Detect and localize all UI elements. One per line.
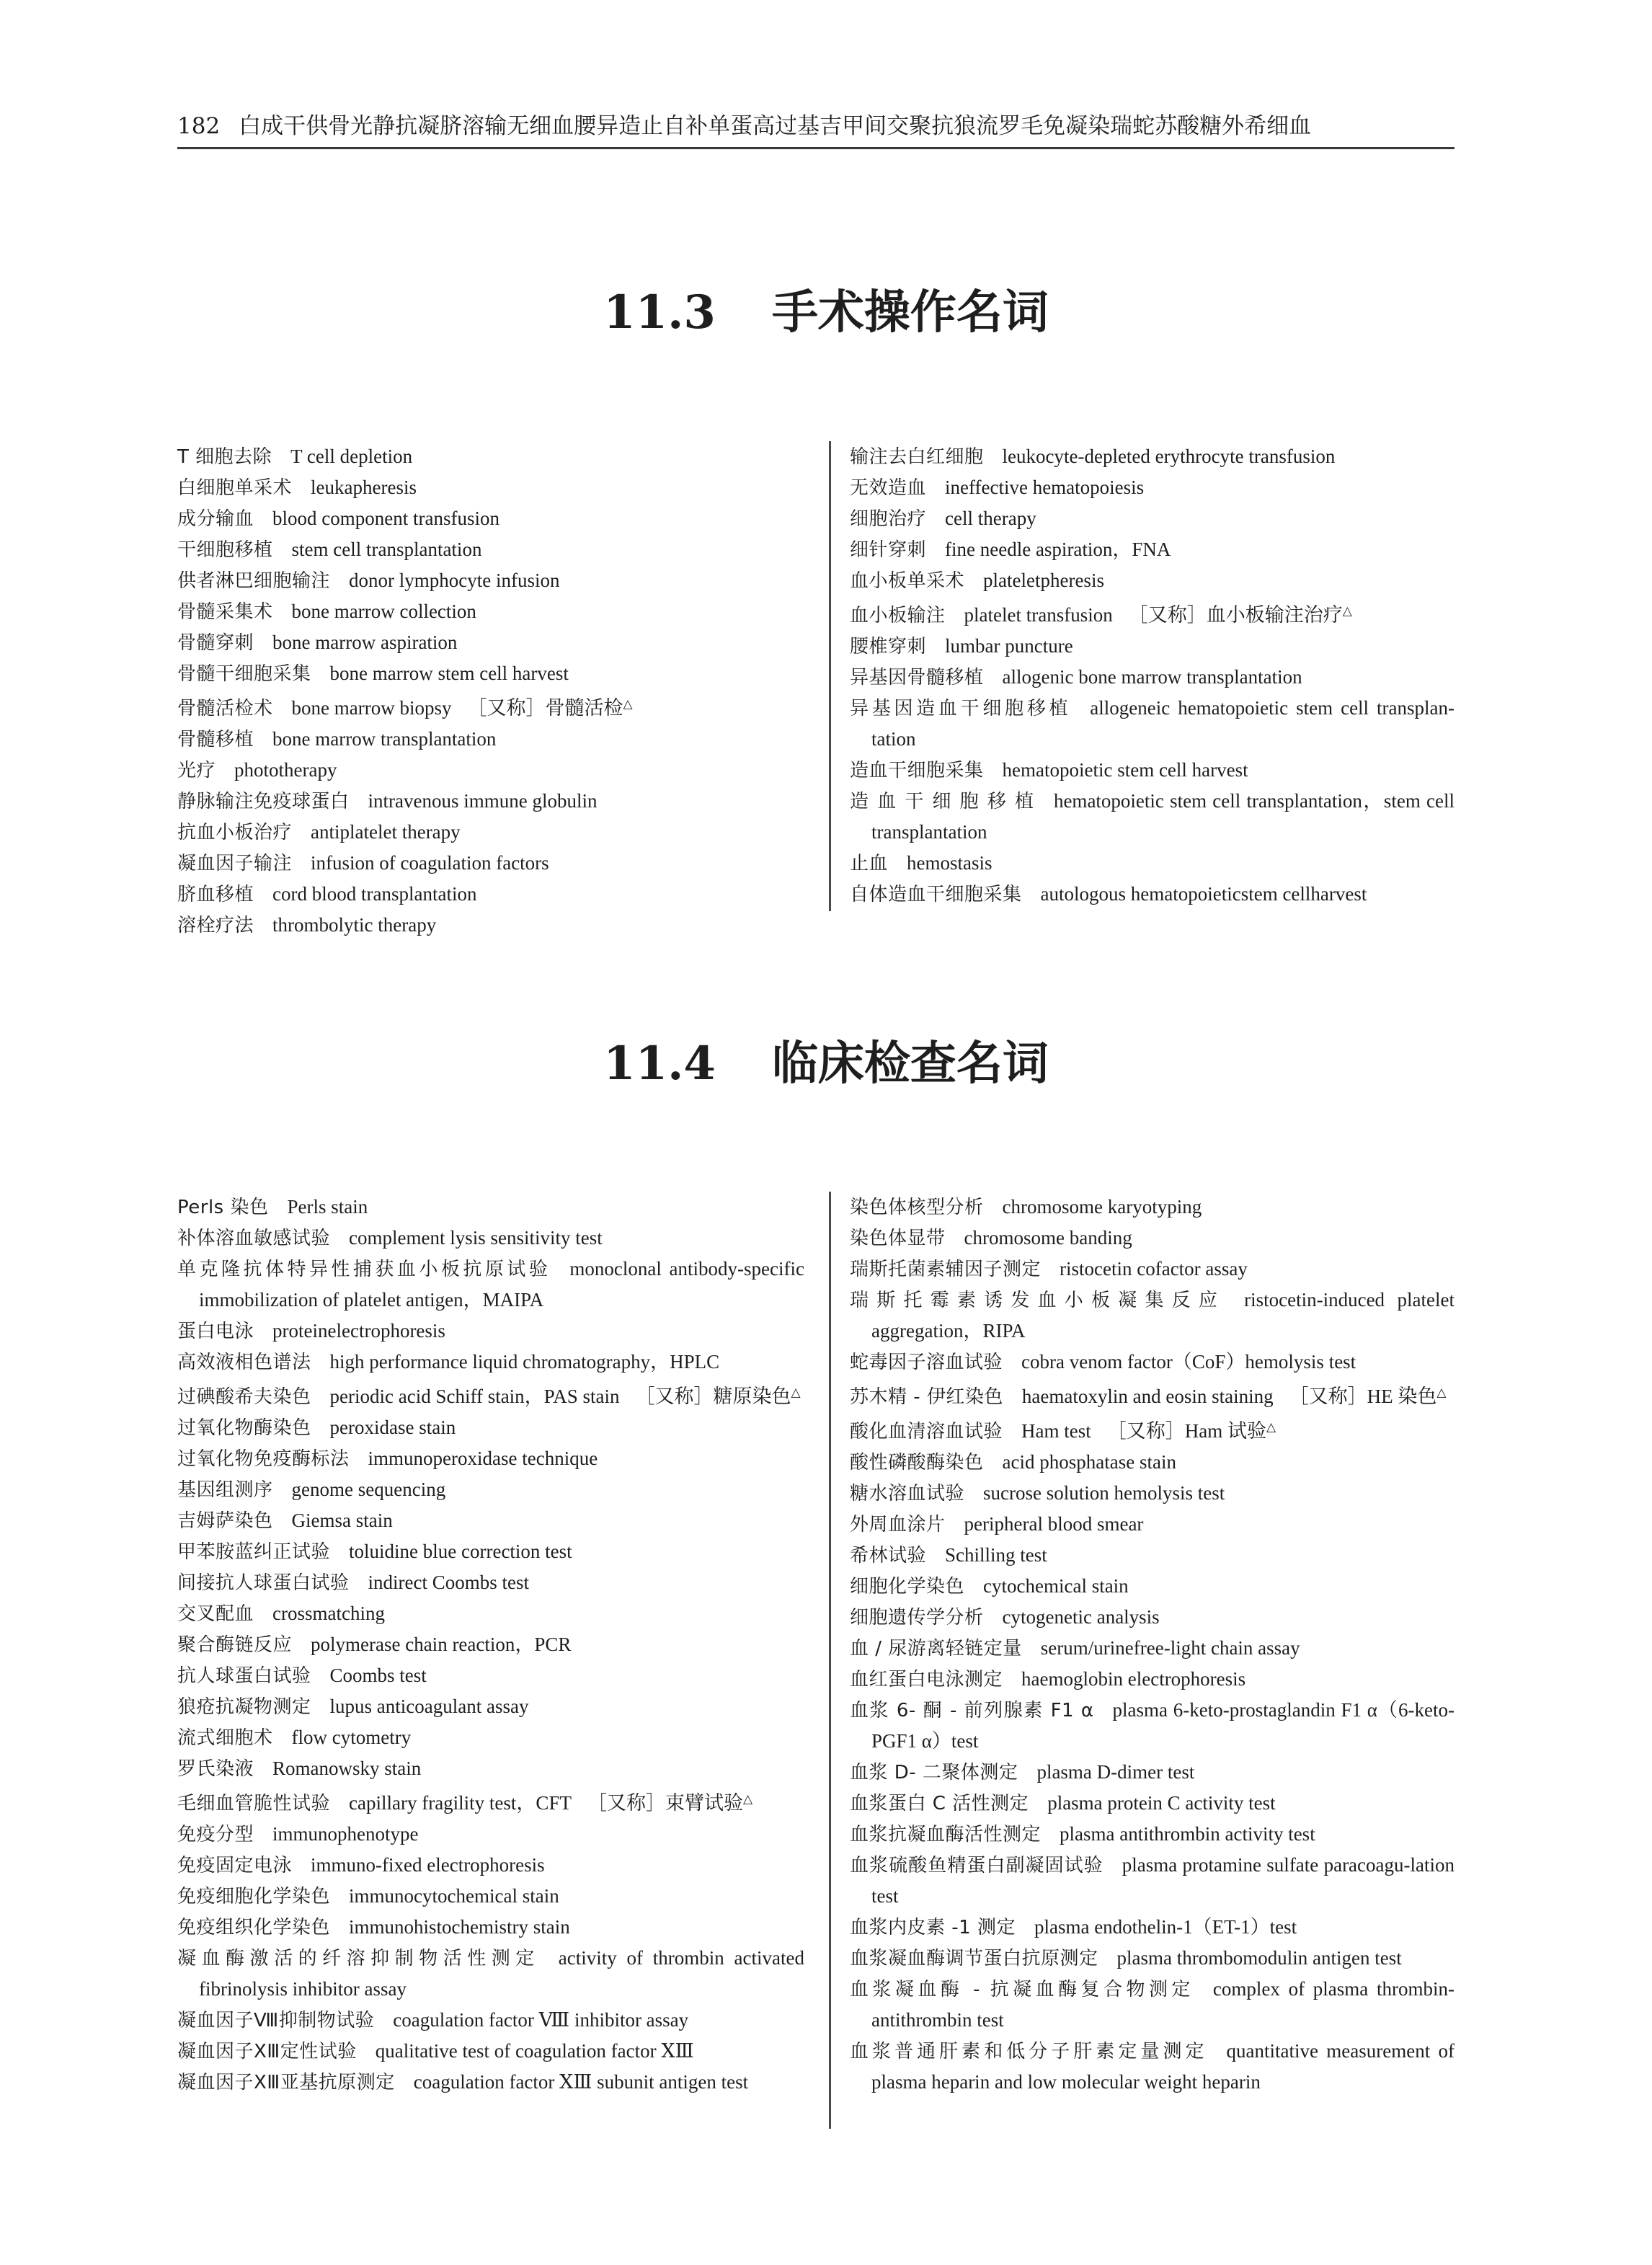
term-english: infusion of coagulation factors [311,852,549,874]
glossary-entry [850,693,1455,755]
term-chinese: 聚合酶链反应 [177,1634,293,1656]
glossary-entry [850,472,1455,503]
term-english: leukocyte-depleted erythrocyte transfusion [1002,446,1336,467]
term-chinese: 过氧化物酶染色 [177,1417,311,1439]
term-chinese: 罗氏染液 [177,1758,254,1780]
term-chinese: 细胞化学染色 [850,1576,965,1597]
term-english: genome sequencing [291,1479,446,1500]
term-english: peripheral blood smear [964,1513,1144,1535]
term-chinese: 成分输血 [177,508,254,530]
section-title-11-3 [0,280,1652,346]
term-chinese: 静脉输注免疫球蛋白 [177,791,350,812]
term-english: antiplatelet therapy [311,821,461,843]
glossary-entry [177,1316,804,1347]
glossary-entry [850,534,1455,565]
glossary-entry [850,1285,1455,1347]
term-chinese: 过氧化物免疫酶标法 [177,1448,350,1470]
term-chinese: 供者淋巴细胞输注 [177,570,331,592]
term-english: fine needle aspiration，FNA [945,538,1171,560]
glossary-entry [177,848,804,879]
right-column [829,441,1455,911]
term-chinese: 细胞遗传学分析 [850,1607,984,1628]
glossary-entry [177,2067,804,2098]
term-chinese: 抗人球蛋白试验 [177,1665,311,1687]
term-english: ineffective hematopoiesis [945,477,1145,498]
term-chinese: 免疫组织化学染色 [177,1917,331,1938]
triangle-mark: △ [1266,1420,1276,1435]
term-english: complement lysis sensitivity test [349,1227,603,1249]
glossary-entry [177,503,804,534]
glossary-entry [850,1943,1455,1974]
term-english: leukapheresis [311,477,417,498]
glossary-entry [850,441,1455,472]
term-english: quantitative measurement of plasma heparin and low molecular weight heparin [871,2040,1455,2093]
term-english: proteinelectrophoresis [272,1320,445,1342]
glossary-entry [850,1664,1455,1695]
glossary-entry [850,1478,1455,1509]
glossary-entry [177,755,804,786]
term-chinese: 血浆凝血酶调节蛋白抗原测定 [850,1948,1098,1969]
glossary-entry [177,627,804,658]
term-chinese: 瑞斯托霉素诱发血小板凝集反应 [850,1290,1226,1311]
term-chinese: 血小板单采术 [850,570,965,592]
term-chinese: 流式细胞术 [177,1727,273,1749]
triangle-mark: △ [742,1792,753,1807]
term-english: haemoglobin electrophoresis [1021,1668,1246,1690]
term-english: flow cytometry [291,1727,412,1748]
left-column [177,1192,804,2098]
term-chinese: 自体造血干细胞采集 [850,884,1022,905]
term-english: Coombs test [329,1665,427,1686]
term-chinese: 凝血因子ⅩⅢ亚基抗原测定 [177,2072,395,2093]
term-english: plateletpheresis [983,569,1104,591]
right-column [829,1192,1455,2129]
section-heading: 手术操作名词 [771,285,1049,340]
term-english: hematopoietic stem cell harvest [1002,759,1248,781]
glossary-entry [177,596,804,627]
term-english: high performance liquid chromatography，HPLC [329,1351,720,1373]
term-english: bone marrow biopsy [291,697,452,719]
term-english: chromosome banding [964,1227,1132,1249]
glossary-entry [177,2005,804,2036]
term-english: plasma protein C activity test [1047,1792,1276,1814]
term-english: cytogenetic analysis [1002,1606,1160,1628]
term-english: ristocetin cofactor assay [1060,1258,1248,1280]
glossary-entry [850,1633,1455,1664]
glossary-entry [177,1192,804,1223]
glossary-entry [177,817,804,848]
glossary-entry [850,1347,1455,1378]
triangle-mark: △ [1436,1386,1447,1400]
glossary-entry [850,2036,1455,2098]
term-english: immuno-fixed electrophoresis [311,1854,545,1876]
glossary-entry [850,1695,1455,1757]
term-chinese: 白细胞单采术 [177,477,293,499]
term-english: activity of thrombin activated fibrinolysis inhibitor assay [199,1947,804,2000]
term-chinese: 补体溶血敏感试验 [177,1228,331,1249]
term-chinese: 血 / 尿游离轻链定量 [850,1638,1022,1659]
term-alias: ［又称］Ham 试验 [1106,1420,1266,1442]
section-11-4-body [177,1192,1455,2143]
glossary-entry [177,1598,804,1629]
term-chinese: 骨髓采集术 [177,601,273,623]
term-chinese: 狼疮抗凝物测定 [177,1696,311,1718]
term-english: peroxidase stain [329,1417,456,1438]
glossary-entry [850,755,1455,786]
glossary-entry [850,1602,1455,1633]
term-english: serum/urinefree-light chain assay [1040,1637,1300,1659]
glossary-entry [177,1691,804,1722]
glossary-entry [177,658,804,689]
term-english: ristocetin-induced platelet aggregation，RIPA [871,1289,1455,1342]
term-english: crossmatching [272,1603,385,1624]
term-english: acid phosphatase stain [1002,1451,1176,1473]
section-heading: 临床检查名词 [771,1037,1049,1091]
term-english: toluidine blue correction test [349,1541,572,1562]
term-english: cord blood transplantation [272,883,477,905]
term-chinese: 凝血因子输注 [177,853,293,874]
term-chinese: 蛋白电泳 [177,1321,254,1342]
term-chinese: 腰椎穿刺 [850,636,927,657]
glossary-entry [177,1784,804,1819]
glossary-entry [850,1757,1455,1788]
term-chinese: 血小板输注 [850,605,946,626]
term-english: thrombolytic therapy [272,914,437,936]
glossary-entry [177,1660,804,1691]
section-11-3-body [177,441,1455,936]
glossary-entry [177,1254,804,1316]
glossary-entry [177,441,804,472]
term-english: cobra venom factor（CoF）hemolysis test [1021,1351,1356,1373]
term-english: T cell depletion [290,446,413,467]
term-chinese: 苏木精 - 伊红染色 [850,1386,1003,1408]
term-chinese: 光疗 [177,760,216,781]
term-chinese: 免疫固定电泳 [177,1855,293,1876]
glossary-entry [177,534,804,565]
term-english: cell therapy [945,507,1036,529]
term-alias: ［又称］骨髓活检 [467,697,623,719]
term-english: bone marrow stem cell harvest [329,662,569,684]
term-alias: ［又称］糖原染色 [635,1386,791,1407]
term-english: cytochemical stain [983,1575,1129,1597]
glossary-entry [177,1223,804,1254]
term-chinese: 染色体核型分析 [850,1197,984,1218]
glossary-entry [177,1850,804,1881]
glossary-entry [850,1912,1455,1943]
glossary-entry [850,1223,1455,1254]
term-chinese: 染色体显带 [850,1228,946,1249]
term-chinese: 甲苯胺蓝纠正试验 [177,1541,331,1563]
glossary-entry [850,1850,1455,1912]
term-english: Schilling test [945,1544,1047,1566]
glossary-entry [177,1412,804,1443]
glossary-entry [850,1378,1455,1412]
term-chinese: 凝血因子Ⅷ抑制物试验 [177,2010,375,2031]
term-chinese: 骨髓移植 [177,729,254,750]
glossary-entry [177,1722,804,1753]
term-english: qualitative test of coagulation factor ⅩⅢ [375,2040,694,2062]
term-chinese: 骨髓活检术 [177,698,273,719]
term-chinese: 糖水溶血试验 [850,1483,965,1504]
glossary-entry [177,1881,804,1912]
glossary-entry [177,1443,804,1474]
glossary-entry [850,1412,1455,1447]
term-english: allogenic bone marrow transplantation [1002,666,1302,688]
term-chinese: 凝血酶激活的纤溶抑制物活性测定 [177,1948,540,1969]
term-chinese: 血红蛋白电泳测定 [850,1669,1003,1690]
term-chinese: 细针穿刺 [850,539,927,561]
glossary-entry [177,879,804,910]
glossary-entry [850,503,1455,534]
glossary-entry [177,1819,804,1850]
term-chinese: 血浆 6- 酮 - 前列腺素 F1 α [850,1700,1094,1721]
term-english: plasma D-dimer test [1036,1761,1195,1783]
term-chinese: 血浆普通肝素和低分子肝素定量测定 [850,2041,1208,2062]
glossary-entry [850,596,1455,631]
term-chinese: 血浆 D- 二聚体测定 [850,1762,1018,1783]
term-english: coagulation factor Ⅷ inhibitor assay [393,2009,689,2031]
glossary-entry [177,910,804,941]
term-english: Perls stain [287,1196,368,1218]
term-english: lupus anticoagulant assay [329,1696,529,1717]
glossary-entry [177,1943,804,2005]
glossary-entry [177,1536,804,1567]
glossary-entry [850,879,1455,910]
term-english: lumbar puncture [945,635,1073,657]
term-english: hematopoietic stem cell transplantation，stem cell transplantation [871,790,1455,843]
term-chinese: 异基因骨髓移植 [850,667,984,688]
term-chinese: 输注去白红细胞 [850,446,984,468]
term-chinese: 止血 [850,853,889,874]
term-chinese: 抗血小板治疗 [177,822,293,843]
term-chinese: 干细胞移植 [177,539,273,561]
term-english: immunohistochemistry stain [349,1916,570,1938]
glossary-entry [850,1447,1455,1478]
glossary-entry [177,2036,804,2067]
glossary-entry [177,1474,804,1505]
triangle-mark: △ [791,1386,801,1400]
triangle-mark: △ [1342,604,1352,619]
term-chinese: 骨髓穿刺 [177,632,254,654]
term-chinese: 溶栓疗法 [177,915,254,936]
term-chinese: 凝血因子ⅩⅢ定性试验 [177,2041,357,2062]
term-chinese: 血浆抗凝血酶活性测定 [850,1824,1042,1845]
term-chinese: 酸性磷酸酶染色 [850,1452,984,1473]
term-english: plasma protamine sulfate paracoagu-lation test [871,1854,1455,1907]
term-chinese: 造血干细胞采集 [850,760,984,781]
term-chinese: 交叉配血 [177,1603,254,1625]
term-english: blood component transfusion [272,507,499,529]
term-english: Ham test [1021,1420,1091,1442]
term-chinese: 免疫细胞化学染色 [177,1886,331,1907]
glossary-entry [850,631,1455,662]
triangle-mark: △ [623,697,633,712]
glossary-entry [850,662,1455,693]
glossary-entry [850,565,1455,596]
running-header [177,105,1455,149]
term-english: polymerase chain reaction，PCR [311,1634,572,1655]
term-chinese: 单克隆抗体特异性捕获血小板抗原试验 [177,1259,551,1280]
term-english: intravenous immune globulin [368,790,598,812]
glossary-entry [850,786,1455,848]
term-english: sucrose solution hemolysis test [983,1482,1225,1504]
term-english: capillary fragility test，CFT [349,1792,572,1814]
glossary-entry [850,1571,1455,1602]
term-english: plasma 6-keto-prostaglandin F1 α（6-keto-PGF1 α）test [871,1699,1455,1752]
glossary-entry [177,1347,804,1378]
term-english: chromosome karyotyping [1002,1196,1202,1218]
section-number: 11.4 [603,1037,716,1091]
glossary-entry [177,1505,804,1536]
glossary-entry [850,848,1455,879]
running-title: 白成干供骨光静抗凝脐溶输无细血腰异造止自补单蛋高过基吉甲间交聚抗狼流罗毛免凝染瑞蛇苏酸糖外希细血 [239,113,1312,139]
term-english: donor lymphocyte infusion [349,569,560,591]
term-english: immunoperoxidase technique [368,1448,598,1469]
term-chinese: 血浆蛋白 C 活性测定 [850,1793,1029,1814]
term-chinese: 造 血 干 细 胞 移 植 [850,791,1035,812]
term-chinese: Perls 染色 [177,1197,269,1218]
term-english: plasma antithrombin activity test [1060,1823,1315,1845]
glossary-entry [850,1254,1455,1285]
term-english: coagulation factor ⅩⅢ subunit antigen test [413,2071,749,2093]
section-number: 11.3 [603,285,716,340]
term-english: stem cell transplantation [291,538,482,560]
term-alias: ［又称］HE 染色 [1289,1386,1437,1407]
glossary-entry [177,689,804,724]
glossary-entry [850,1974,1455,2036]
term-english: allogeneic hematopoietic stem cell transplan-tation [871,697,1455,750]
term-chinese: 吉姆萨染色 [177,1510,273,1532]
term-alias: ［又称］血小板输注治疗 [1128,604,1343,626]
left-column [177,441,804,941]
section-title-11-4 [0,1031,1652,1097]
term-chinese: 外周血涂片 [850,1514,946,1535]
glossary-entry [177,1912,804,1943]
glossary-entry [177,724,804,755]
glossary-entry [177,786,804,817]
term-english: indirect Coombs test [368,1572,529,1593]
term-chinese: 基因组测序 [177,1479,273,1501]
term-english: complex of plasma thrombin-antithrombin test [871,1978,1455,2031]
term-english: bone marrow aspiration [272,631,458,653]
glossary-entry [177,1567,804,1598]
glossary-entry [177,1753,804,1784]
term-chinese: 脐血移植 [177,884,254,905]
term-english: immunophenotype [272,1823,419,1845]
glossary-entry [850,1540,1455,1571]
term-english: plasma thrombomodulin antigen test [1116,1947,1402,1969]
term-chinese: 免疫分型 [177,1824,254,1845]
glossary-entry [850,1819,1455,1850]
term-english: immunocytochemical stain [349,1885,559,1907]
term-chinese: 细胞治疗 [850,508,927,530]
term-english: Giemsa stain [291,1510,393,1531]
term-english: phototherapy [234,759,337,781]
glossary-entry [850,1192,1455,1223]
term-chinese: 血浆硫酸鱼精蛋白副凝固试验 [850,1855,1103,1876]
term-alias: ［又称］束臂试验 [587,1792,743,1814]
glossary-entry [177,1378,804,1412]
term-chinese: 毛细血管脆性试验 [177,1793,331,1814]
term-chinese: 无效造血 [850,477,927,499]
term-english: Romanowsky stain [272,1758,422,1779]
term-english: haematoxylin and eosin staining [1021,1386,1274,1407]
term-chinese: 异基因造血干细胞移植 [850,698,1072,719]
term-chinese: 骨髓干细胞采集 [177,663,311,685]
term-english: periodic acid Schiff stain，PAS stain [329,1386,620,1407]
page-number: 182 [177,113,221,139]
term-chinese: 过碘酸希夫染色 [177,1386,311,1408]
glossary-entry [177,1629,804,1660]
term-chinese: 希林试验 [850,1545,927,1566]
term-chinese: 酸化血清溶血试验 [850,1421,1003,1442]
term-chinese: 间接抗人球蛋白试验 [177,1572,350,1594]
glossary-entry [850,1788,1455,1819]
glossary-entry [177,472,804,503]
term-chinese: T 细胞去除 [177,446,272,468]
term-english: platelet transfusion [964,604,1113,626]
glossary-entry [177,565,804,596]
term-chinese: 高效液相色谱法 [177,1352,311,1373]
term-chinese: 血浆内皮素 -1 测定 [850,1917,1016,1938]
term-chinese: 瑞斯托菌素辅因子测定 [850,1259,1042,1280]
term-english: autologous hematopoieticstem cellharvest [1040,883,1367,905]
term-english: plasma endothelin-1（ET-1）test [1034,1916,1297,1938]
term-english: bone marrow collection [291,600,476,622]
glossary-entry [850,1509,1455,1540]
term-english: bone marrow transplantation [272,728,497,750]
term-chinese: 血浆凝血酶 - 抗凝血酶复合物测定 [850,1979,1194,2000]
term-chinese: 蛇毒因子溶血试验 [850,1352,1003,1373]
term-english: monoclonal antibody-specific immobilization of platelet antigen，MAIPA [199,1258,804,1311]
term-english: hemostasis [907,852,992,874]
